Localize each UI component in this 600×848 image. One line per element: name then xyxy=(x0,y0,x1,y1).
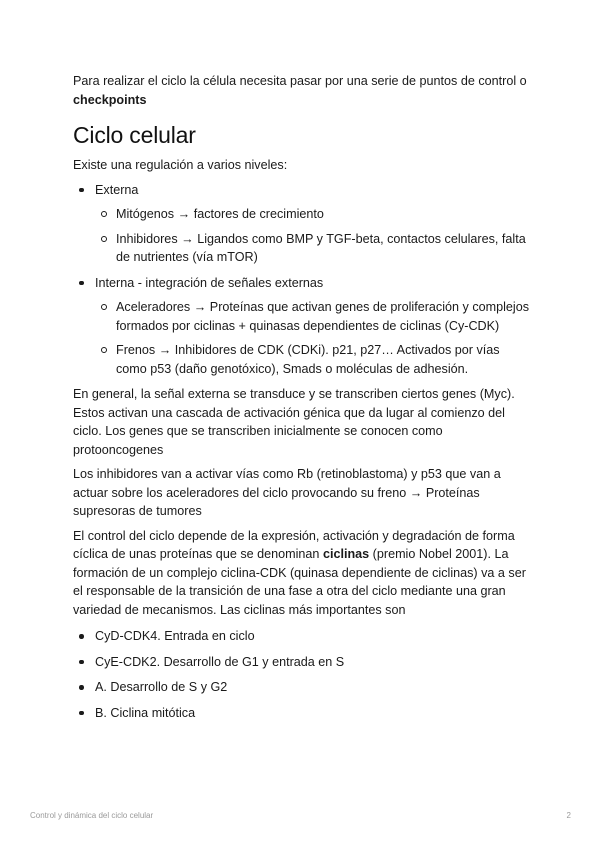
sublist-interna xyxy=(95,298,533,378)
list-item-externa xyxy=(73,181,533,267)
list-item: B. Ciclina mitótica xyxy=(73,704,533,723)
footer-title: Control y dinámica del ciclo celular xyxy=(30,811,154,820)
cyclins-list xyxy=(73,627,533,722)
paragraph-control xyxy=(73,527,533,620)
list-item-interna xyxy=(73,274,533,379)
intro-paragraph xyxy=(73,72,533,109)
section-heading: Ciclo celular xyxy=(73,122,196,148)
sublist-item: Aceleradores → Proteínas que activan genes de proliferación y complejos formados por ciclinas + quinasas dependientes de ciclinas (Cy-CDK) xyxy=(95,298,533,335)
sublist-item: Frenos → Inhibidores de CDK (CDKi). p21, p27… Activados por vías como p53 (daño genotóxico), Smads o moléculas de adhesión. xyxy=(95,341,533,378)
regulation-intro: Existe una regulación a varios niveles: xyxy=(73,158,288,172)
control-bold-term: ciclinas xyxy=(322,547,370,561)
intro-bold-term: checkpoints xyxy=(73,92,147,107)
list-item: CyD-CDK4. Entrada en ciclo xyxy=(73,627,533,646)
footer-page-number: 2 xyxy=(566,811,571,820)
control-text-after: (premio Nobel 2001). La formación de un complejo ciclina-CDK (quinasa dependiente de ciclinas) va a ser el responsable de la transición de una fase a otra del ciclo mediante una gran variedad de mecanismos. Las ciclinas más importantes son xyxy=(73,547,526,617)
intro-text: Para realizar el ciclo la célula necesita pasar por una serie de puntos de control o xyxy=(73,74,527,88)
sublist-item: Mitógenos → factores de crecimiento xyxy=(95,205,533,224)
sublist-item: Inhibidores → Ligandos como BMP y TGF-beta, contactos celulares, falta de nutrientes (vía mTOR) xyxy=(95,230,533,267)
list-item: CyE-CDK2. Desarrollo de G1 y entrada en S xyxy=(73,653,533,672)
level-label: Interna - integración de señales externas xyxy=(95,275,324,290)
list-item: A. Desarrollo de S y G2 xyxy=(73,678,533,697)
sublist-externa xyxy=(95,205,533,267)
regulation-levels-list xyxy=(73,181,533,379)
paragraph-inhibitors: Los inhibidores van a activar vías como Rb (retinoblastoma) y p53 que van a actuar sobre los aceleradores del ciclo provocando su freno → Proteínas supresoras de tumores xyxy=(73,467,501,518)
level-label: Externa xyxy=(95,182,139,197)
control-text-before: El control del ciclo depende de la expresión, activación y degradación de forma cíclica de unas proteínas que se denominan xyxy=(73,528,515,561)
document-page xyxy=(73,72,533,729)
paragraph-general: En general, la señal externa se transduce y se transcriben ciertos genes (Myc). Estos activan una cascada de activación génica que da lugar al comienzo del ciclo. Los genes que se transcriben inicialmente se conocen como protooncogenes xyxy=(73,387,515,457)
